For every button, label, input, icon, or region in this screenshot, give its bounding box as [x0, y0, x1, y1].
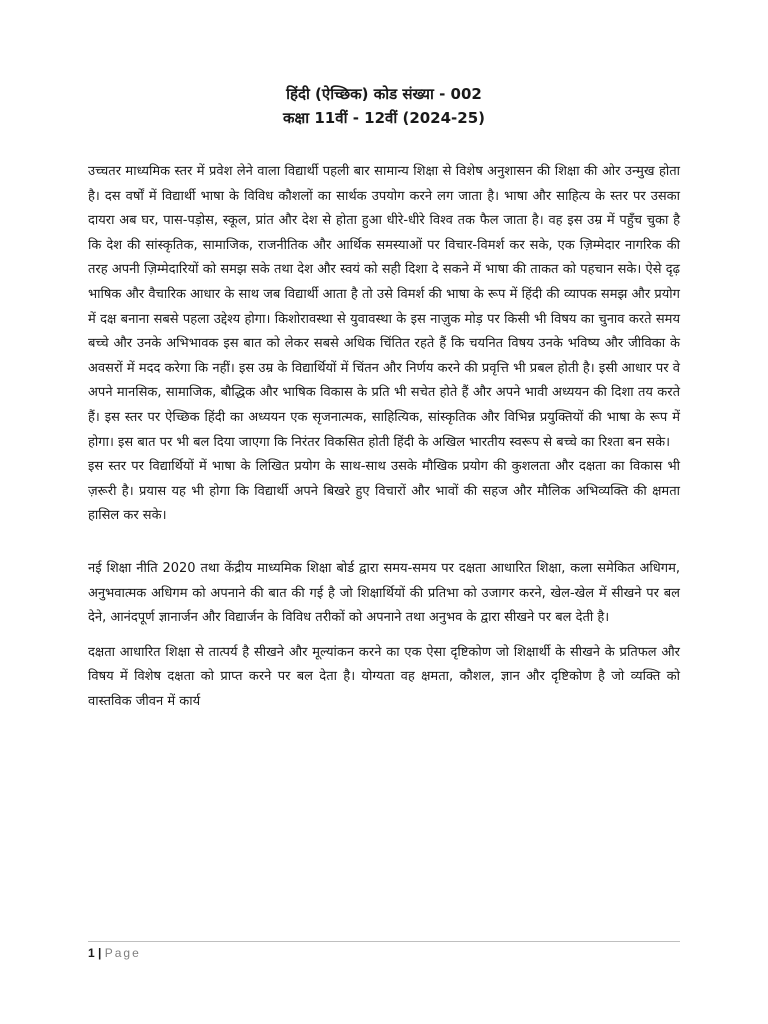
- paragraph-intro: उच्चतर माध्यमिक स्तर में प्रवेश लेने वाला विद्यार्थी पहली बार सामान्य शिक्षा से विशेष अनुशासन की शिक्षा की ओर उन्मुख होता है। दस वर्षों में विद्यार्थी भाषा के विविध कौशलों का सार्थक उपयोग करने लग जाता है। भाषा और साहित्य के स्तर पर उसका दायरा अब घर, पास-पड़ोस, स्कूल, प्रांत और देश से होता हुआ धीरे-धीरे विश्व तक फैल जाता है। वह इस उम्र में पहुँच चुका है कि देश की सांस्कृतिक, सामाजिक, राजनीतिक और आर्थिक समस्याओं पर विचार-विमर्श कर सके, एक ज़िम्मेदार नागरिक की तरह अपनी ज़िम्मेदारियों को समझ सके तथा देश और स्वयं को सही दिशा दे सकने में भाषा की ताकत को पहचान सके। ऐसे दृढ़ भाषिक और वैचारिक आधार के साथ जब विद्यार्थी आता है तो उसे विमर्श की भाषा के रूप में हिंदी की व्यापक समझ और प्रयोग में दक्ष बनाना सबसे पहला उद्देश्य होगा। किशोरावस्था से युवावस्था के इस नाज़ुक मोड़ पर किसी भी विषय का चुनाव करते समय बच्चे और उनके अभिभावक इस बात को लेकर सबसे अधिक चिंतित रहते हैं कि चयनित विषय उनके भविष्य और जीविका के अवसरों में मदद करेगा कि नहीं। इस उम्र के विद्यार्थियों में चिंतन और निर्णय करने की प्रवृत्ति भी प्रबल होती है। इसी आधार पर वे अपने मानसिक, सामाजिक, बौद्धिक और भाषिक विकास के प्रति भी सचेत होते हैं और अपने भावी अध्ययन की दिशा तय करते हैं। इस स्तर पर ऐच्छिक हिंदी का अध्ययन एक सृजनात्मक, साहित्यिक, सांस्कृतिक और विभिन्न प्रयुक्तियों की भाषा के रूप में होगा। इस बात पर भी बल दिया जाएगा कि निरंतर विकसित होती हिंदी के अखिल भारतीय स्वरूप से बच्चे का रिश्ता बन सके।: [88, 164, 680, 450]
- page-subtitle: कक्षा 11वीं - 12वीं (2024-25): [282, 109, 486, 127]
- page-title: हिंदी (ऐच्छिक) कोड संख्या - 002: [286, 85, 482, 103]
- paragraph-competency-education: दक्षता आधारित शिक्षा से तात्पर्य है सीखने और मूल्यांकन करने का एक ऐसा दृष्टिकोण जो शिक्षार्थी के सीखने के प्रतिफल और विषय में विशेष दक्षता को प्राप्त करने पर बल देता है। योग्यता वह क्षमता, कौशल, ज्ञान और दृष्टिकोण है जो व्यक्ति को वास्तविक जीवन में कार्य: [88, 644, 680, 709]
- paragraph-nep-2020: नई शिक्षा नीति 2020 तथा केंद्रीय माध्यमिक शिक्षा बोर्ड द्वारा समय-समय पर दक्षता आधारित शिक्षा, कला समेकित अधिगम, अनुभवात्मक अधिगम को अपनाने की बात की गई है जो शिक्षार्थियों की प्रतिभा को उजागर करने, खेल-खेल में सीखने पर बल देने, आनंदपूर्ण ज्ञानार्जन और विद्यार्जन के विविध तरीकों को अपनाने तथा अनुभव के द्वारा सीखने पर बल देती है।: [88, 560, 680, 626]
- document-header: [0, 82, 768, 130]
- paragraph-oral-skills: इस स्तर पर विद्यार्थियों में भाषा के लिखित प्रयोग के साथ-साथ उसके मौखिक प्रयोग की कुशलता और दक्षता का विकास भी ज़रूरी है। प्रयास यह भी होगा कि विद्यार्थी अपने बिखरे हुए विचारों और भावों की सहज और मौलिक अभिव्यक्ति की क्षमता हासिल कर सके।: [88, 459, 680, 524]
- footer-separator: |: [98, 946, 102, 960]
- page-number: 1: [88, 946, 95, 960]
- footer-divider: [88, 941, 680, 942]
- footer-page-label: Page: [104, 946, 141, 960]
- page-footer: [88, 945, 141, 961]
- document-body: [88, 160, 680, 714]
